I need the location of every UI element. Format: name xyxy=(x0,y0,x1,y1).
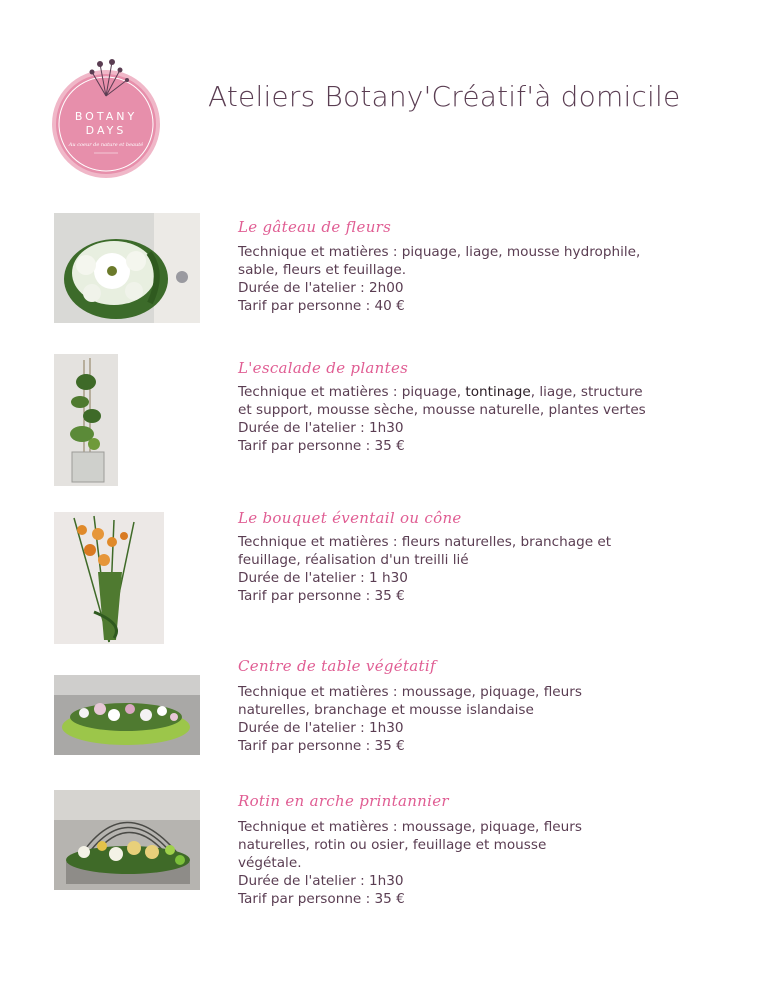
workshop-title: L'escalade de plantes xyxy=(238,359,409,377)
workshop-photo-fan-bouquet xyxy=(54,512,164,644)
description-line: naturelles, rotin ou osier, feuillage et mousse xyxy=(238,837,547,853)
logo-line2: DAYS xyxy=(85,124,127,137)
workshop-description xyxy=(238,243,678,315)
description-line: Technique et matières : moussage, piquage, fleurs xyxy=(238,684,582,700)
tontinage-highlight: tontinage xyxy=(465,384,531,400)
workshop-title: Centre de table végétatif xyxy=(238,657,436,675)
description-line: Technique et matières : moussage, piquage, fleurs xyxy=(238,819,582,835)
description-line: Technique et matières : fleurs naturelles, branchage et xyxy=(238,534,612,550)
workshop-description xyxy=(238,533,678,605)
workshop-description xyxy=(238,383,678,455)
duration-line: Durée de l'atelier : 1 h30 xyxy=(238,570,408,586)
description-line: feuillage, réalisation d'un treilli lié xyxy=(238,552,469,568)
workshop-photo-table-centerpiece xyxy=(54,675,200,755)
price-line: Tarif par personne : 35 € xyxy=(238,891,405,907)
description-line: sable, fleurs et feuillage. xyxy=(238,262,407,278)
page-title: Ateliers Botany'Créatif'à domicile xyxy=(208,80,681,113)
duration-line: Durée de l'atelier : 1h30 xyxy=(238,720,404,736)
workshop-photo-climbing-plants xyxy=(54,354,118,486)
workshop-title: Rotin en arche printannier xyxy=(238,792,449,810)
description-line: végétale. xyxy=(238,855,302,871)
duration-line: Durée de l'atelier : 1h30 xyxy=(238,873,404,889)
logo-line1: BOTANY xyxy=(74,110,138,123)
workshop-description xyxy=(238,683,678,755)
botany-days-logo xyxy=(42,52,170,180)
logo-tagline: Au coeur de nature et beauté xyxy=(68,142,144,148)
description-line xyxy=(238,383,678,401)
workshop-title: Le gâteau de fleurs xyxy=(238,218,392,236)
description-line: et support, mousse sèche, mousse naturelle, plantes vertes xyxy=(238,402,646,418)
workshop-photo-rattan-arch xyxy=(54,790,200,890)
description-text: Technique et matières : piquage, xyxy=(238,384,466,400)
duration-line: Durée de l'atelier : 1h30 xyxy=(238,420,404,436)
duration-line: Durée de l'atelier : 2h00 xyxy=(238,280,404,296)
workshop-description xyxy=(238,818,678,908)
price-line: Tarif par personne : 40 € xyxy=(238,298,405,314)
price-line: Tarif par personne : 35 € xyxy=(238,438,405,454)
description-line: naturelles, branchage et mousse islandaise xyxy=(238,702,534,718)
description-text: , liage, structure xyxy=(530,384,643,400)
price-line: Tarif par personne : 35 € xyxy=(238,588,405,604)
workshop-title: Le bouquet éventail ou cône xyxy=(238,509,462,527)
workshop-photo-flower-cake xyxy=(54,213,200,323)
price-line: Tarif par personne : 35 € xyxy=(238,738,405,754)
description-line: Technique et matières : piquage, liage, mousse hydrophile, xyxy=(238,244,641,260)
